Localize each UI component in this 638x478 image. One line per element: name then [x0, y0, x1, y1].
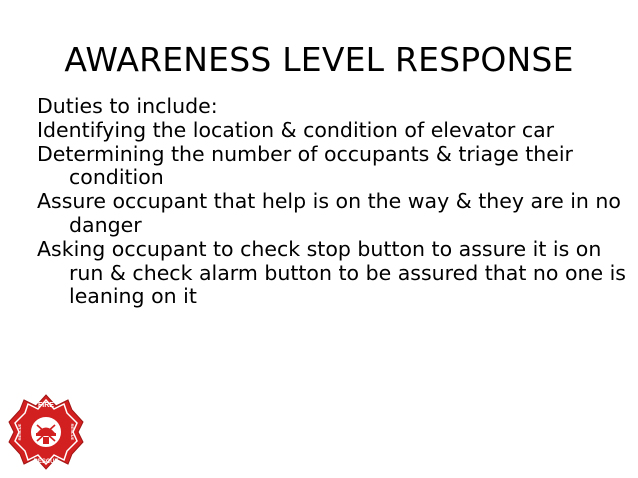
maltese-cross-icon	[6, 392, 86, 472]
bullet-item-3: Determining the number of occupants & triage their condition	[37, 141, 573, 190]
fire-rescue-logo	[6, 392, 86, 472]
logo-bottom-text: RESCUE	[33, 459, 59, 465]
bullet-item-2: Identifying the location & condition of elevator car	[37, 117, 555, 142]
bullet-item-4: Assure occupant that help is on the way & they are in no danger	[37, 189, 621, 237]
bullet-item-1: Duties to include:	[37, 94, 218, 118]
logo-top-text: FIRE	[38, 402, 54, 409]
bullet-item-5: Asking occupant to check stop button to assure it is on run & check alarm button to be assured that no one is leaning on it	[37, 236, 626, 309]
slide-title: AWARENESS LEVEL RESPONSE	[64, 40, 574, 79]
logo-right-text: RESCUE	[70, 423, 75, 441]
bullet-list	[37, 95, 627, 309]
logo-left-text: RESCUE	[17, 423, 22, 441]
